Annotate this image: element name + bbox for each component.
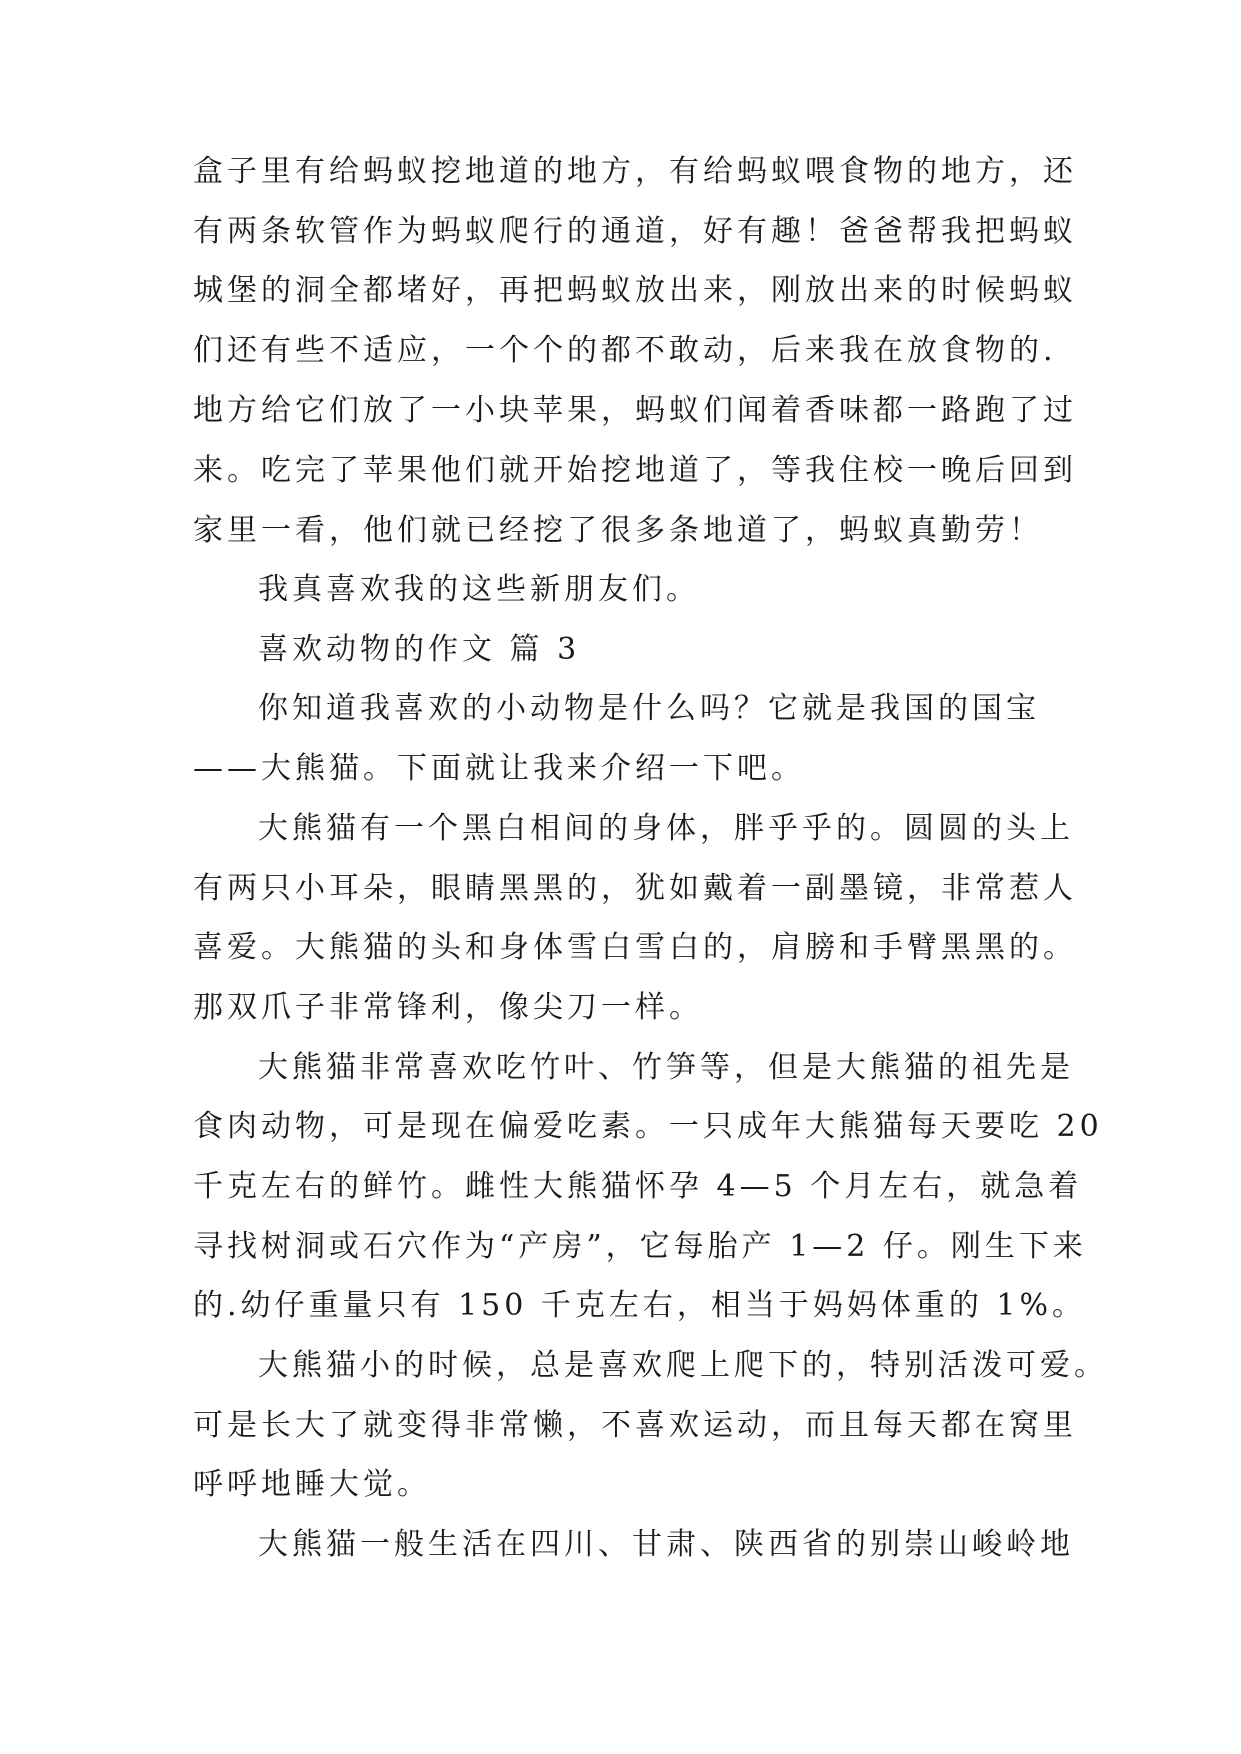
text-line: 千克左右的鲜竹。雌性大熊猫怀孕 4—5 个月左右，就急着 bbox=[193, 1169, 1083, 1204]
text-line: 大熊猫一般生活在四川、甘肃、陕西省的别崇山峻岭地 bbox=[258, 1527, 1074, 1562]
text-line: 大熊猫非常喜欢吃竹叶、竹笋等，但是大熊猫的祖先是 bbox=[258, 1050, 1074, 1085]
text-line: 的.幼仔重量只有 150 千克左右，相当于妈妈体重的 1%。 bbox=[193, 1288, 1086, 1323]
text-line: 寻找树洞或石穴作为“产房”，它每胎产 1—2 仔。刚生下来 bbox=[193, 1229, 1087, 1264]
text-line: 喜爱。大熊猫的头和身体雪白雪白的，肩膀和手臂黑黑的。 bbox=[193, 930, 1077, 965]
text-line: 食肉动物，可是现在偏爱吃素。一只成年大熊猫每天要吃 20 bbox=[193, 1109, 1103, 1144]
text-line: 呼呼地睡大觉。 bbox=[193, 1467, 431, 1502]
text-line: 有两条软管作为蚂蚁爬行的通道，好有趣！爸爸帮我把蚂蚁 bbox=[193, 214, 1077, 249]
text-line: 你知道我喜欢的小动物是什么吗？它就是我国的国宝 bbox=[258, 691, 1040, 726]
text-line: 盒子里有给蚂蚁挖地道的地方，有给蚂蚁喂食物的地方，还 bbox=[193, 154, 1077, 189]
text-line: 地方给它们放了一小块苹果，蚂蚁们闻着香味都一路跑了过 bbox=[193, 393, 1077, 428]
text-line: 来。吃完了苹果他们就开始挖地道了，等我住校一晚后回到 bbox=[193, 453, 1077, 488]
text-line: ——大熊猫。下面就让我来介绍一下吧。 bbox=[193, 751, 805, 786]
text-line: 可是长大了就变得非常懒，不喜欢运动，而且每天都在窝里 bbox=[193, 1408, 1077, 1443]
section-heading: 喜欢动物的作文 篇 3 bbox=[258, 632, 581, 667]
text-line: 大熊猫小的时候，总是喜欢爬上爬下的，特别活泼可爱。 bbox=[258, 1348, 1108, 1383]
text-line: 们还有些不适应，一个个的都不敢动，后来我在放食物的. bbox=[193, 333, 1057, 368]
text-line: 那双爪子非常锋利，像尖刀一样。 bbox=[193, 990, 703, 1025]
text-line: 我真喜欢我的这些新朋友们。 bbox=[258, 572, 700, 607]
text-line: 大熊猫有一个黑白相间的身体，胖乎乎的。圆圆的头上 bbox=[258, 811, 1074, 846]
text-line: 家里一看，他们就已经挖了很多条地道了，蚂蚁真勤劳！ bbox=[193, 513, 1043, 548]
text-line: 城堡的洞全都堵好，再把蚂蚁放出来，刚放出来的时候蚂蚁 bbox=[193, 273, 1077, 308]
text-line: 有两只小耳朵，眼睛黑黑的，犹如戴着一副墨镜，非常惹人 bbox=[193, 871, 1077, 906]
